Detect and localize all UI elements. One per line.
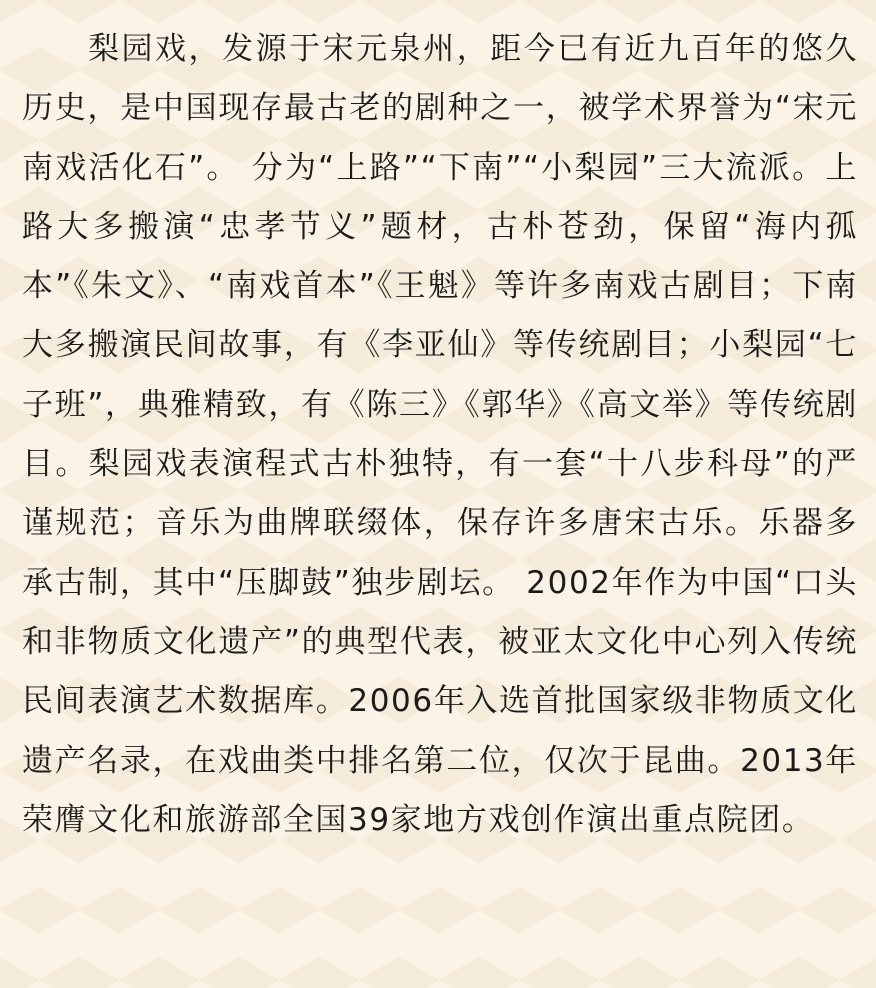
article-body [22, 20, 858, 850]
liyuan-opera-intro-paragraph: 梨园戏，发源于宋元泉州，距今已有近九百年的悠久历史，是中国现存最古老的剧种之一，被学术界誉为“宋元南戏活化石”。 分为“上路”“下南”“小梨园”三大流派。上路大多搬演“忠孝节义”题材，古朴苍劲，保留“海内孤本”《朱文》、“南戏首本”《王魁》等许多南戏古剧目；下南大多搬演民间故事，有《李亚仙》等传统剧目；小梨园“七子班”，典雅精致，有《陈三》《郭华》《高文举》等传统剧目。梨园戏表演程式古朴独特，有一套“十八步科母”的严谨规范；音乐为曲牌联缀体，保存许多唐宋古乐。乐器多承古制，其中“压脚鼓”独步剧坛。 2002年作为中国“口头和非物质文化遗产”的典型代表，被亚太文化中心列入传统民间表演艺术数据库。2006年入选首批国家级非物质文化遗产名录，在戏曲类中排名第二位，仅次于昆曲。2013年荣膺文化和旅游部全国39家地方戏创作演出重点院团。 [22, 31, 858, 838]
